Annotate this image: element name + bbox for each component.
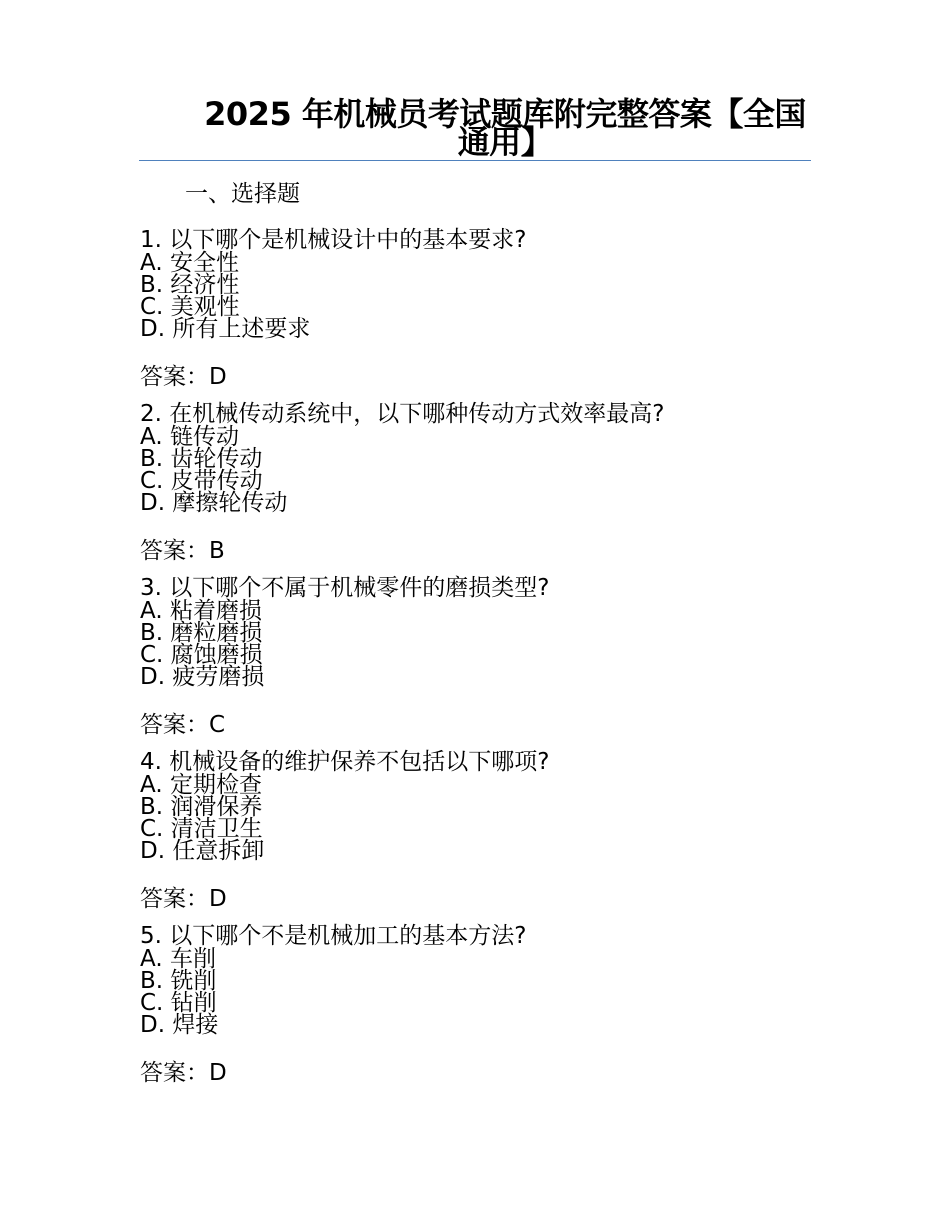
option-d: D. 所有上述要求 (140, 316, 311, 342)
question-stem: 4. 机械设备的维护保养不包括以下哪项? (140, 749, 550, 775)
option-c: C. 清洁卫生 (140, 816, 263, 842)
question-stem: 3. 以下哪个不属于机械零件的磨损类型? (140, 575, 550, 601)
title-underline (139, 160, 811, 161)
option-b: B. 磨粒磨损 (140, 620, 263, 646)
question-1 (140, 228, 800, 392)
option-c: C. 钻削 (140, 990, 217, 1016)
question-3 (140, 576, 800, 740)
answer: 答案：B (140, 538, 225, 564)
question-stem: 2. 在机械传动系统中，以下哪种传动方式效率最高? (140, 401, 665, 427)
option-a: A. 粘着磨损 (140, 598, 262, 624)
question-4 (140, 750, 800, 914)
option-b: B. 齿轮传动 (140, 446, 263, 472)
page-title: 2025 年机械员考试题库附完整答案【全国通用】 (204, 95, 806, 161)
question-stem: 1. 以下哪个是机械设计中的基本要求? (140, 227, 527, 253)
option-a: A. 链传动 (140, 424, 239, 450)
option-b: B. 铣削 (140, 968, 217, 994)
option-b: B. 润滑保养 (140, 794, 263, 820)
answer: 答案：C (140, 712, 226, 738)
question-2 (140, 402, 800, 566)
option-c: C. 皮带传动 (140, 468, 263, 494)
option-a: A. 定期检查 (140, 772, 262, 798)
answer: 答案：D (140, 886, 227, 912)
question-stem: 5. 以下哪个不是机械加工的基本方法? (140, 923, 527, 949)
answer: 答案：D (140, 364, 227, 390)
section-heading: 一、选择题 (185, 181, 300, 207)
question-5 (140, 924, 800, 1088)
option-a: A. 安全性 (140, 250, 239, 276)
option-b: B. 经济性 (140, 272, 240, 298)
option-c: C. 腐蚀磨损 (140, 642, 263, 668)
answer: 答案：D (140, 1060, 227, 1086)
option-c: C. 美观性 (140, 294, 240, 320)
option-d: D. 任意拆卸 (140, 838, 265, 864)
option-d: D. 摩擦轮传动 (140, 490, 288, 516)
option-a: A. 车削 (140, 946, 216, 972)
option-d: D. 疲劳磨损 (140, 664, 265, 690)
option-d: D. 焊接 (140, 1012, 219, 1038)
